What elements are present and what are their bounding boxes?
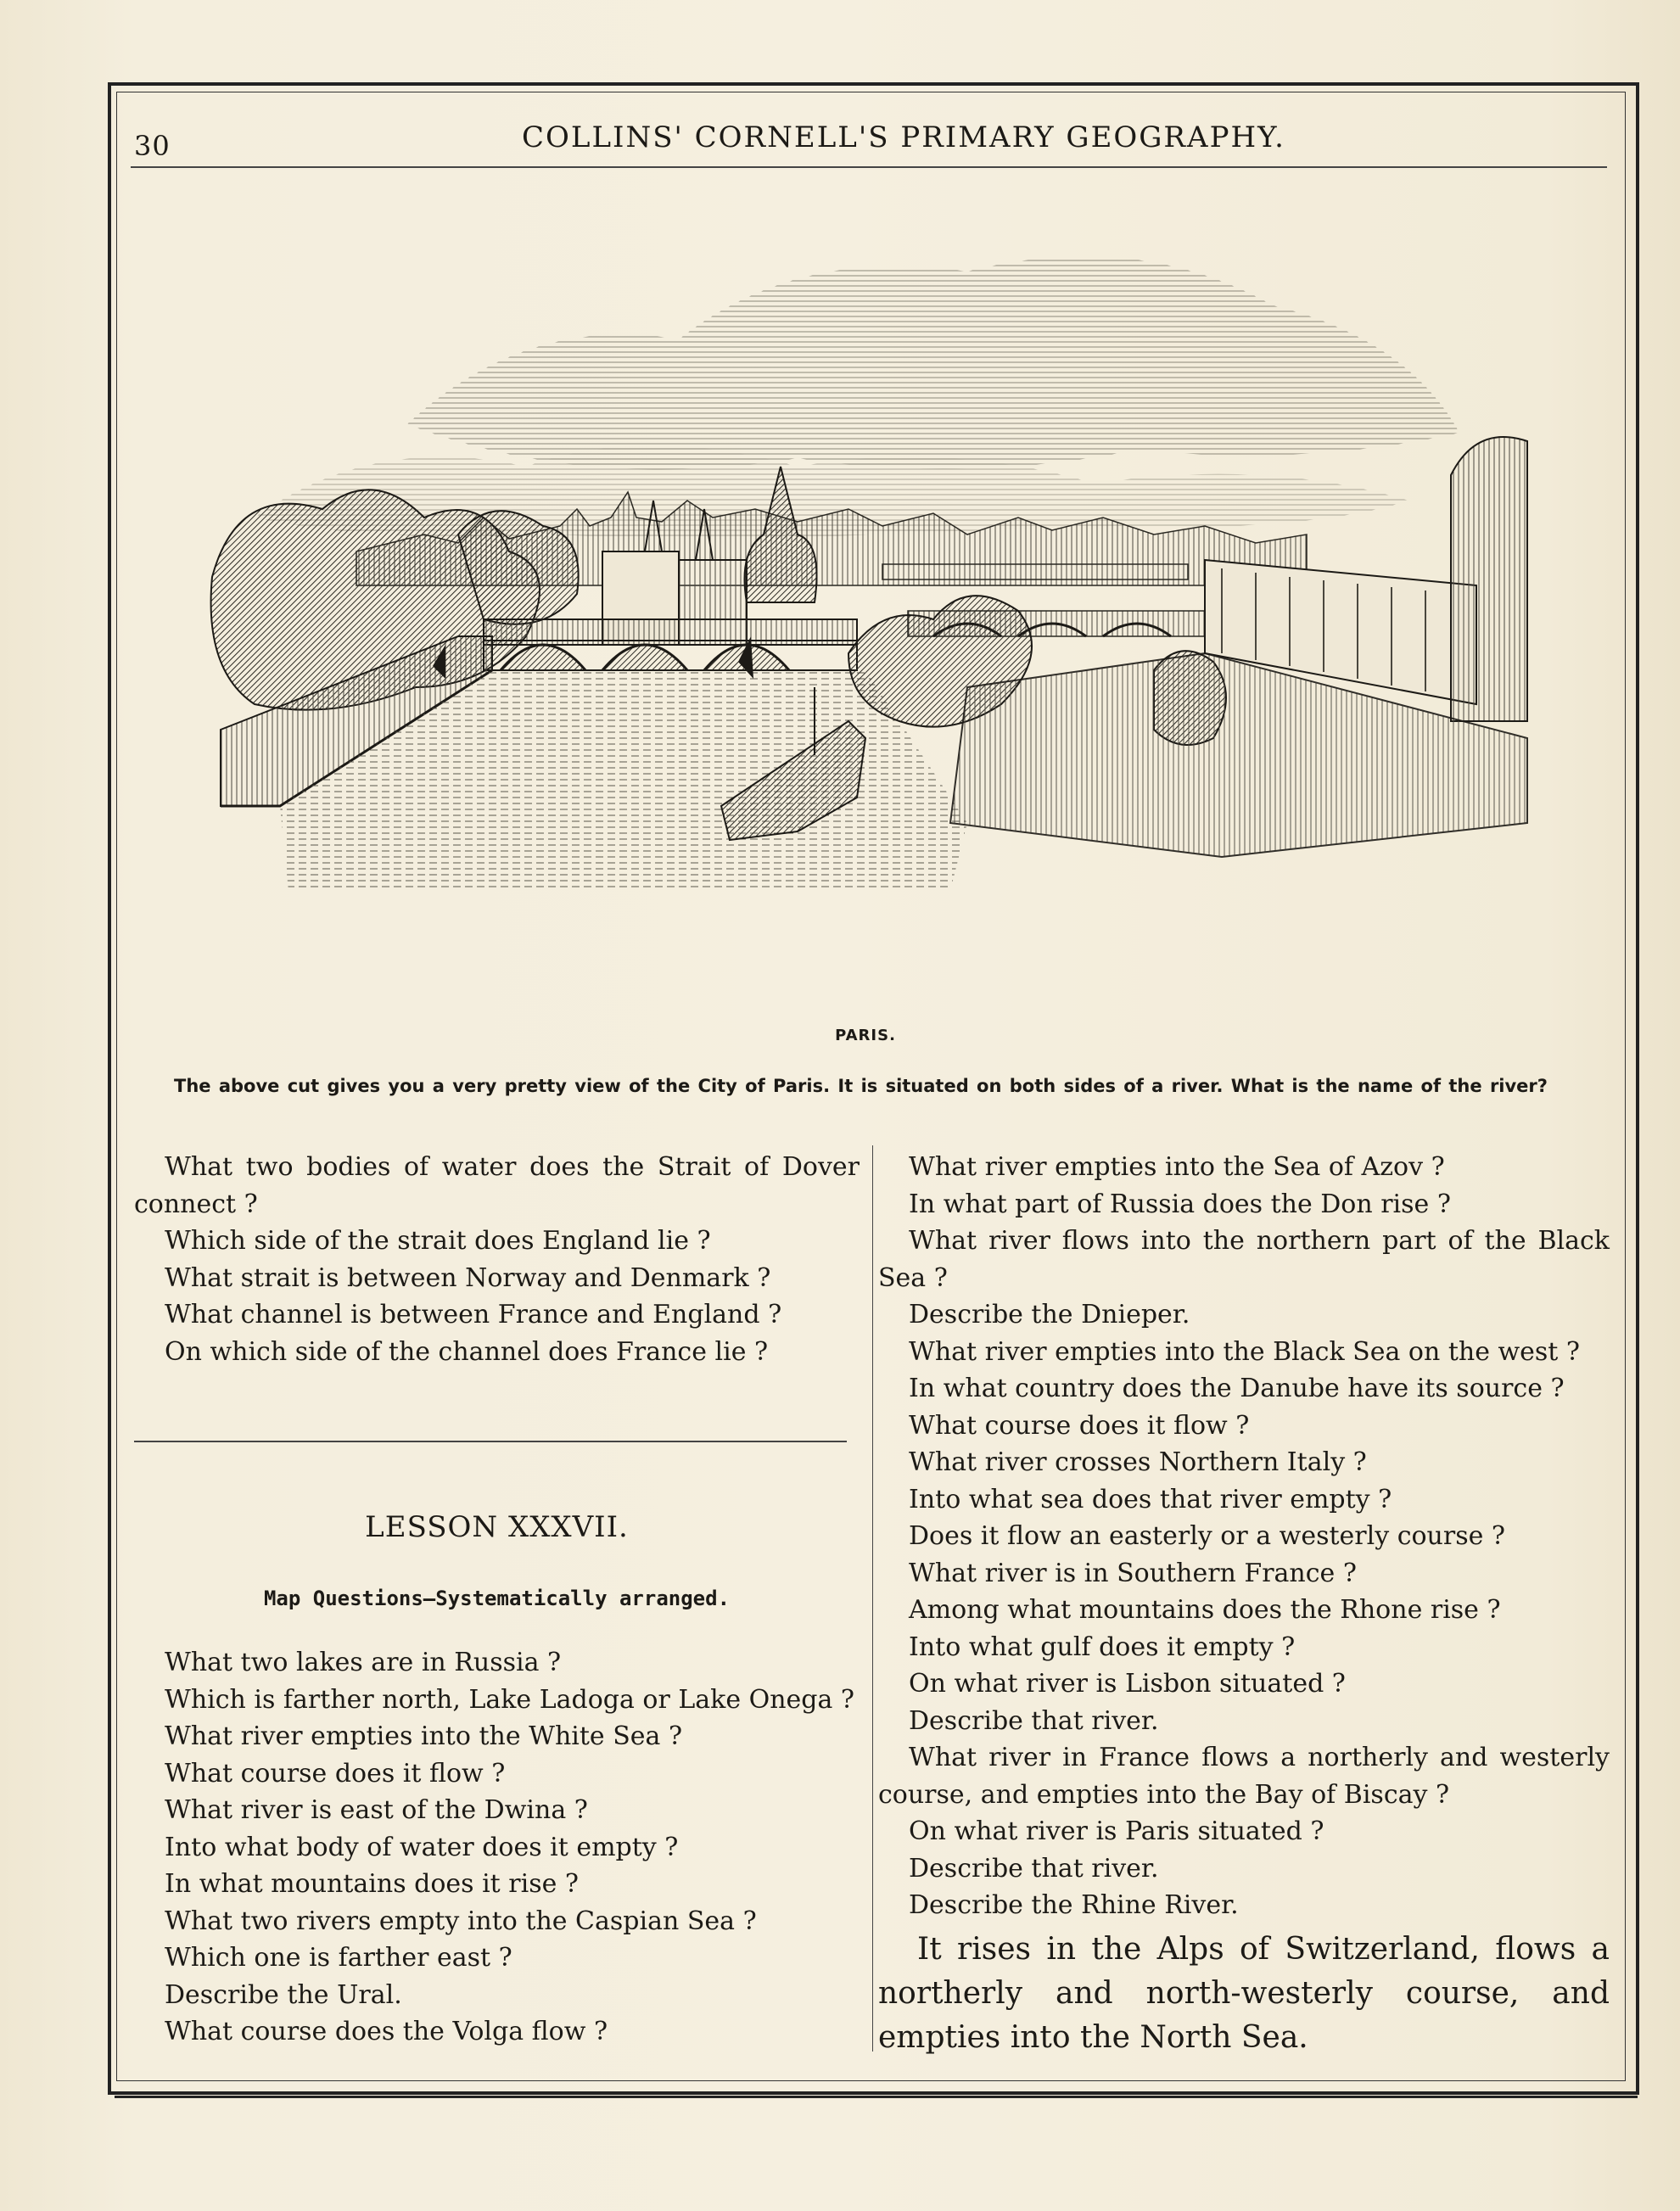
paris-engraving-drawing [204,212,1544,1018]
question: Into what gulf does it empty ? [909,1632,1296,1662]
question: What course does it flow ? [165,1758,506,1788]
header-rule [131,166,1607,168]
question: What two rivers empty into the Caspian Sea ? [165,1906,757,1936]
question: What river empties into the Black Sea on the west ? [909,1336,1580,1367]
lesson-title: LESSON XXXVII. [365,1510,629,1544]
question: On which side of the channel does France lie ? [165,1336,769,1367]
question: Into what body of water does it empty ? [165,1832,679,1862]
lesson-subtitle: Map Questions—Systematically arranged. [263,1587,731,1610]
question: Does it flow an easterly or a westerly course ? [909,1521,1505,1551]
page-border-bottom-rule [115,2096,1638,2098]
question: What river crosses Northern Italy ? [909,1447,1367,1477]
question: What two bodies of water does the Strait of Dover connect ? [134,1152,860,1219]
question: In what part of Russia does the Don rise ? [909,1189,1451,1219]
question: What strait is between Norway and Denmark ? [165,1262,771,1293]
question: What river flows into the northern part of the Black Sea ? [878,1226,1610,1293]
question: Describe that river. [909,1705,1159,1736]
question-list-strait [134,1149,860,1370]
question: What course does it flow ? [909,1410,1250,1441]
question: Among what mountains does the Rhone rise ? [909,1595,1501,1625]
question: In what mountains does it rise ? [165,1869,579,1899]
question-list-lesson [134,1644,860,2051]
question: What two lakes are in Russia ? [165,1648,562,1677]
question: What river empties into the Sea of Azov ? [909,1152,1445,1182]
question: Which side of the strait does England lie ? [165,1226,711,1256]
right-column [878,1137,1610,2053]
column-divider [872,1145,873,2051]
question: What river empties into the White Sea ? [165,1721,683,1751]
question: Describe the Ural. [165,1979,402,2010]
figure-label: PARIS. [835,1027,896,1044]
question: What channel is between France and England ? [165,1300,782,1329]
figure-caption: The above cut gives you a very pretty view of the City of Paris. It is situated on both sides of a river. What is the name of the river? [174,1076,1548,1096]
question: Describe the Rhine River. [909,1890,1239,1920]
question: Describe the Dnieper. [909,1300,1190,1329]
question-list-rivers [878,1149,1610,2060]
answer-paragraph: It rises in the Alps of Switzerland, flows a northerly and north-westerly course, and empties into the North Sea. [878,1931,1610,2055]
left-column [134,1137,860,2053]
question: Which one is farther east ? [165,1943,512,1973]
page-number: 30 [134,130,171,162]
question: What river is in Southern France ? [909,1558,1357,1588]
question: Into what sea does that river empty ? [909,1484,1392,1514]
question: What course does the Volga flow ? [165,2017,608,2046]
question: What river in France flows a northerly and westerly course, and empties into the Bay of Biscay ? [878,1743,1610,1810]
paris-engraving [204,212,1544,1018]
question: Describe that river. [909,1853,1159,1884]
question: Which is farther north, Lake Ladoga or Lake Onega ? [165,1684,855,1715]
question: On what river is Paris situated ? [909,1816,1324,1846]
question: On what river is Lisbon situated ? [909,1669,1346,1699]
section-rule [134,1441,847,1442]
question: In what country does the Danube have its source ? [909,1374,1565,1403]
running-head: COLLINS' CORNELL'S PRIMARY GEOGRAPHY. [522,120,1285,154]
question: What river is east of the Dwina ? [165,1795,588,1825]
